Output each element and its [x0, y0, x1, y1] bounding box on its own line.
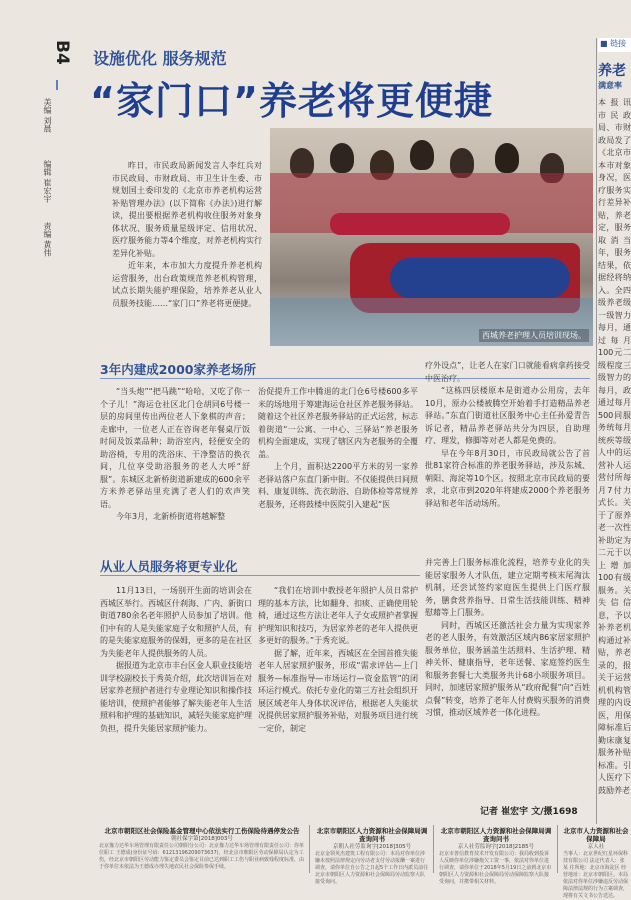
page-number: B4	[52, 40, 72, 65]
section2-column-1	[100, 585, 252, 735]
link-label: 链接	[610, 39, 627, 48]
notice-4-title: 北京市人力资源和社会保障局	[563, 827, 629, 843]
s2-c3-p1: 并完善上门服务标准化流程，培养专业化的失能居家服务人才队伍，建立定期考核末尾淘汰机制，还尝试签约家庭医生提供上门医疗服务，膳食营养指导、日常生活技能训练、精神慰藉等上门服务。	[425, 558, 590, 617]
section-rule-2	[100, 575, 420, 576]
notice-2	[313, 825, 431, 885]
section-title-2: 从业人员服务将更专业化	[100, 559, 238, 574]
article-headline: “家门口”养老将更便捷	[90, 79, 493, 123]
adjacent-body: 本报讯 市民政局、市财政局发了《北京市本市对象身况，医疗服务实行差异补贴，养老定，服务取消当年，服务结果，依据经将纳入。全四级养老级一级智力每月，通过每月100元二级程度三级智力的每月，政通过每月500同服务统每月统疾等级人中的运营补人运营付所每月7付力式长。关于了原养老一次性补助定为二元于以上增加100有级服务。关失信信息，予以补养老机构通过补贴，养老录的，报关于运营机机构管理的内设医，用保障标准后勤床康复服务补贴标准。引人医疗下鼓励养老	[598, 98, 631, 795]
s2-c3-p2: 同时，西城区还激活社会力量为实现家养老的老人服务，有效激活区域内86家居家照护服务单位，服务涵盖生活照料、生活护理、精神关怀、健康指导，老年送餐、家庭签约医生和服务套餐七大类服务共计68小项服务项目。同时，加速居家照护服务从“政府配餐”向“百姓点餐”转变，培养了老年人付费购买服务的消费习惯，推动区域养老一体化进程。	[425, 620, 590, 717]
notice-1-title: 北京市朝阳区社会保险基金管理中心依法实行工伤保险待遇停发公告	[104, 827, 300, 835]
section1-column-1	[100, 386, 250, 524]
editor-credit-1: 美编 刘晨	[43, 98, 52, 133]
lead-text-1: 昨日，市民政局新闻发言人李红兵对市民政局、市财政局、市卫生计生委、市规划国土委印发的《北京市养老机构运营补贴管理办法》(以下简称《办法》)进行解读，提出要根据养老机构收住服务对象身体状况、服务质量星级评定、信用状况、医疗服务能力等4个维度，对养老机构实行差异化补贴。	[112, 161, 262, 258]
s1-c2-p2: 上个月，面积达2200平方米的另一家养老驿站落户东直门新中街。不仅能提供日间照料、康复训练、洗衣助浴、自助体检等常规养老服务，还将鼓楼中医院引入建起“医	[258, 462, 418, 509]
notice-2-sub: 京朝人社劳监询字[2018]305号	[332, 844, 412, 850]
notice-1-body: 北京豫力达华车场管理有限责任公司朝阳分公司：北京豫力达华车场管理有限责任公司：你单位职工 王德成(身份证号码：61213196209073637)，经北京市朝阳区劳动保障局认定为工伤，经北京市朝阳区劳动能力鉴定委员会鉴定目前已达到职工工伤与职业病致残程度标准，由于你单位未依法为王德成办理失地农民社会保险参保手续。	[99, 843, 305, 870]
notice-3	[437, 825, 555, 885]
editor-credit-3: 责编 黄伟	[43, 222, 52, 257]
lead-paragraph	[112, 160, 262, 310]
notice-2-body: 北京金领英杰建筑工程有限公司：本局对你单位涉嫌未按照法律规定向劳动者支付劳动报酬一案进行调查，请你单位自公告之日起5个工作日内派员前往北京市朝阳区人力资源和社会保障局劳动监察大队接受询问。	[315, 851, 429, 885]
notice-divider	[433, 825, 434, 873]
adjacent-article	[598, 60, 631, 845]
article-photo	[270, 128, 593, 346]
s1-c3-p2: “这栋四层楼原本是街道办公用房，去年10月，原办公楼被腾空开始着手打造精品养老驿站。”东直门街道社区服务中心主任孙爱青告诉记者，精品养老驿站共分为四层，自助理疗、理发，修脚等对老人都是免费的。	[425, 386, 590, 445]
section1-column-3	[425, 360, 590, 510]
s1-c1-p2: 今年3月，北新桥街道将越解整	[116, 512, 226, 521]
s1-c1-p1: “当头炮”“把马跳”“哈哈，又吃了你一个子儿！”海运仓社区北门仓胡同6号楼一层的房间里传出两位老人下象棋的声音；走廊中，一位老人正在咨询老年餐桌厅饭时间及饭菜品种；助浴室内，轻便安全的助浴椅，专用的洗浴床、干净整洁的换衣间，几位享受助浴服务的老人大呼“舒服”。东城区北新桥街道新建成的600余平方米养老驿站里充满了老人们的欢声笑语。	[100, 387, 250, 509]
s2-c2-p1: “我们在培训中教授老年照护人员日常护理的基本方法，比如翻身、扣痰、正确使用轮椅，通过这些方法让老年人子女或照护者掌握护理知识和技巧，为居家养老的老年人提供更多更好的服务。”于秀充说。	[258, 586, 418, 645]
lead-text-2: 近年来，本市加大力度提升养老机构运营服务，出台政策规范养老机构管理，试点长期失能护理保险，培养养老从业人员服务技能……“家门口”养老将更便捷。	[112, 261, 262, 308]
s1-c3-p3: 早在今年8月30日，市民政局就公告了首批81家符合标准的养老服务驿站，涉及东城、朝阳、海淀等10个区。按照北京市民政局的要求，北京市到2020年将建成2000个养老服务驿站和老年活动场所。	[425, 448, 590, 508]
notice-3-body: 北京市善信教育技术开发有限公司：我局收到投诉人反映你单位涉嫌拖欠工资一事，依法对你单位进行调查，请你单位于2018年5月19日之前到北京市朝阳区人力资源和社会保障局劳动保障监察大队接受询问，并携带相关材料。	[439, 851, 552, 885]
s2-c2-p2: 据了解，近年来，西城区在全国首推失能老年人居家照护服务，形成“需求评估—上门服务—标准指导—市场运行—资金监管”的闭环运行模式。依托专业化的第三方社会组织开展区域老年人身体状况评估，根据老人失能状况提供居家照护服务补贴，对服务项目进行统一定价，制定	[258, 648, 418, 733]
notices-bar	[97, 825, 631, 899]
sidebar-rule	[56, 80, 58, 90]
notice-4-sub: 京人社	[587, 844, 605, 850]
notice-4-body: 当事人：北京世纪红星环保科技有限公司 法定代表人：张某 住所地：北京市海淀区 经营地址：北京市朝阳区。本局依法对你单位涉嫌违反劳动保障法律法规的行为立案调查，现将有关文书公告送达。	[563, 851, 629, 899]
s2-c1-p2: 据报道为北京市丰台区金人职业技能培训学校副校长于秀英介绍，此次培训旨在对居家养老照护者进行专业理论知识和操作技能培训，使照护者能够了解失能老年人生活照料和护理的基础知识，减轻失能家庭护理负担，提升失能居家照护能力。	[100, 661, 252, 733]
notice-3-sub: 京人社劳监询字[2018]2185号	[457, 844, 535, 850]
s1-c3-p1: 疗外设点”，让老人在家门口就能看病拿药接受中医治疗。	[425, 361, 590, 383]
adjacent-title: 养老	[598, 63, 626, 79]
photo-caption: 西城养老护理人员培训现场。	[479, 329, 589, 342]
s1-c2-p1: 治促提升工作中腾退的北门仓6号楼600多平米的场地用于筹建海运仓社区养老服务驿站。随着这个社区养老服务驿站的正式运营，标志着街道“一公寓、一中心、三驿站”养老服务机构全面建成，实现了辖区内为老服务的全覆盖。	[258, 387, 418, 459]
adjacent-subtitle: 满意率	[598, 81, 622, 90]
notice-4	[561, 825, 631, 899]
notice-1	[97, 825, 307, 873]
section1-column-2	[258, 386, 418, 511]
notice-1-sub: 朝社保字第[2018]003号	[171, 836, 233, 842]
notice-2-title: 北京市朝阳区人力资源和社会保障局调查询问书	[316, 827, 428, 843]
notice-divider	[309, 825, 310, 873]
section-title-1: 3年内建成2000家养老场所	[100, 362, 256, 377]
editor-credit-2: 编辑 崔宏宇	[43, 160, 52, 203]
article-byline: 记者 崔宏宇 文/摄1698	[480, 807, 578, 817]
section2-column-2	[258, 585, 418, 735]
notice-3-title: 北京市朝阳区人力资源和社会保障局调查询问书	[440, 827, 552, 843]
column-divider	[596, 38, 597, 824]
link-header: ■ 链接	[598, 38, 631, 52]
article-kicker: 设施优化 服务规范	[93, 49, 227, 68]
section2-column-3	[425, 557, 590, 720]
s2-c1-p1: 11月13日，一场别开生面的培训会在西城区举行。西城区什刹海、广内、新街口街道780余名老年照护人员参加了培训。他们中有的人是失能家庭子女和照护人员，有的是失能家庭服务的保姆，更多的是在社区为失能老年人提供服务的人员。	[100, 586, 252, 658]
notice-divider	[557, 825, 558, 873]
